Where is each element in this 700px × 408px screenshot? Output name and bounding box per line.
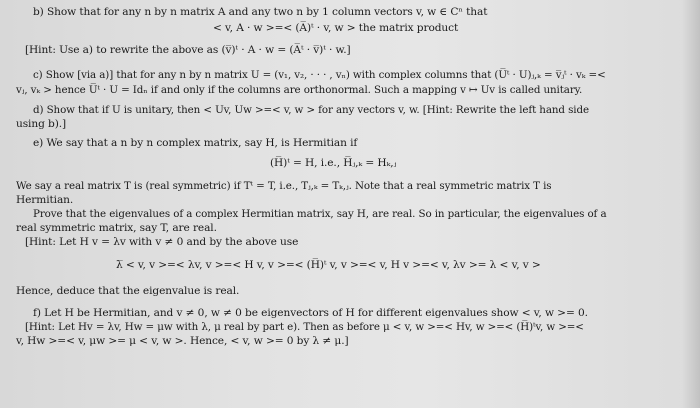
text-line: using b).]	[16, 118, 67, 130]
text-line: vⱼ, vₖ > hence U̅ᵗ · U = Idₙ if and only if the columns are orthonormal. Such a mapping v ↦ Uv is called unitary.	[16, 84, 583, 96]
text-line: d) Show that if U is unitary, then < Uv, Uw >=< v, w > for any vectors v, w. [Hint: Rewrite the left hand side	[33, 104, 589, 116]
text-line: f) Let H be Hermitian, and v ≠ 0, w ≠ 0 be eigenvectors of H for different eigenvalues show < v, w >= 0.	[33, 307, 588, 319]
text-line: We say a real matrix T is (real symmetric) if Tᵗ = T, i.e., Tⱼ,ₖ = Tₖ,ⱼ. Note that a real symmetric matrix T is	[16, 180, 552, 192]
text-line: c) Show [via a)] that for any n by n matrix U = (v₁, v₂, · · · , vₙ) with complex columns that (U̅ᵗ · U)ⱼ,ₖ = v̅ⱼᵗ · vₖ =<	[33, 69, 606, 81]
text-line: Hence, deduce that the eigenvalue is real.	[16, 285, 240, 297]
text-line: [Hint: Let H v = λv with v ≠ 0 and by the above use	[25, 236, 299, 248]
text-line: v, Hw >=< v, μw >= μ < v, w >. Hence, < v, w >= 0 by λ ≠ μ.]	[16, 335, 349, 347]
text-line: [Hint: Let Hv = λv, Hw = μw with λ, μ real by part e). Then as before μ < v, w >=< Hv, w >=< (H̅)ᵗv, w >=<	[25, 321, 584, 333]
text-line: (H̅)ᵗ = H, i.e., H̅ⱼ,ₖ = Hₖ,ⱼ	[270, 157, 397, 169]
text-line: b) Show that for any n by n matrix A and any two n by 1 column vectors v, w ∈ Cⁿ that	[33, 6, 488, 18]
page-shadow	[682, 0, 700, 408]
text-line: λ̅ < v, v >=< λv, v >=< H v, v >=< (H̅)ᵗ v, v >=< v, H v >=< v, λv >= λ < v, v >	[116, 259, 541, 271]
text-line: e) We say that a n by n complex matrix, say H, is Hermitian if	[33, 137, 358, 149]
text-line: [Hint: Use a) to rewrite the above as (v̅)ᵗ · A · w = (A̅ᵗ · v̅)ᵗ · w.]	[25, 44, 351, 56]
text-line: < v, A · w >=< (A̅)ᵗ · v, w > the matrix product	[213, 22, 459, 34]
text-line: real symmetric matrix, say T, are real.	[16, 222, 217, 234]
text-line: Hermitian.	[16, 194, 74, 206]
text-line: Prove that the eigenvalues of a complex Hermitian matrix, say H, are real. So in particular, the eigenvalues of a	[33, 208, 607, 220]
